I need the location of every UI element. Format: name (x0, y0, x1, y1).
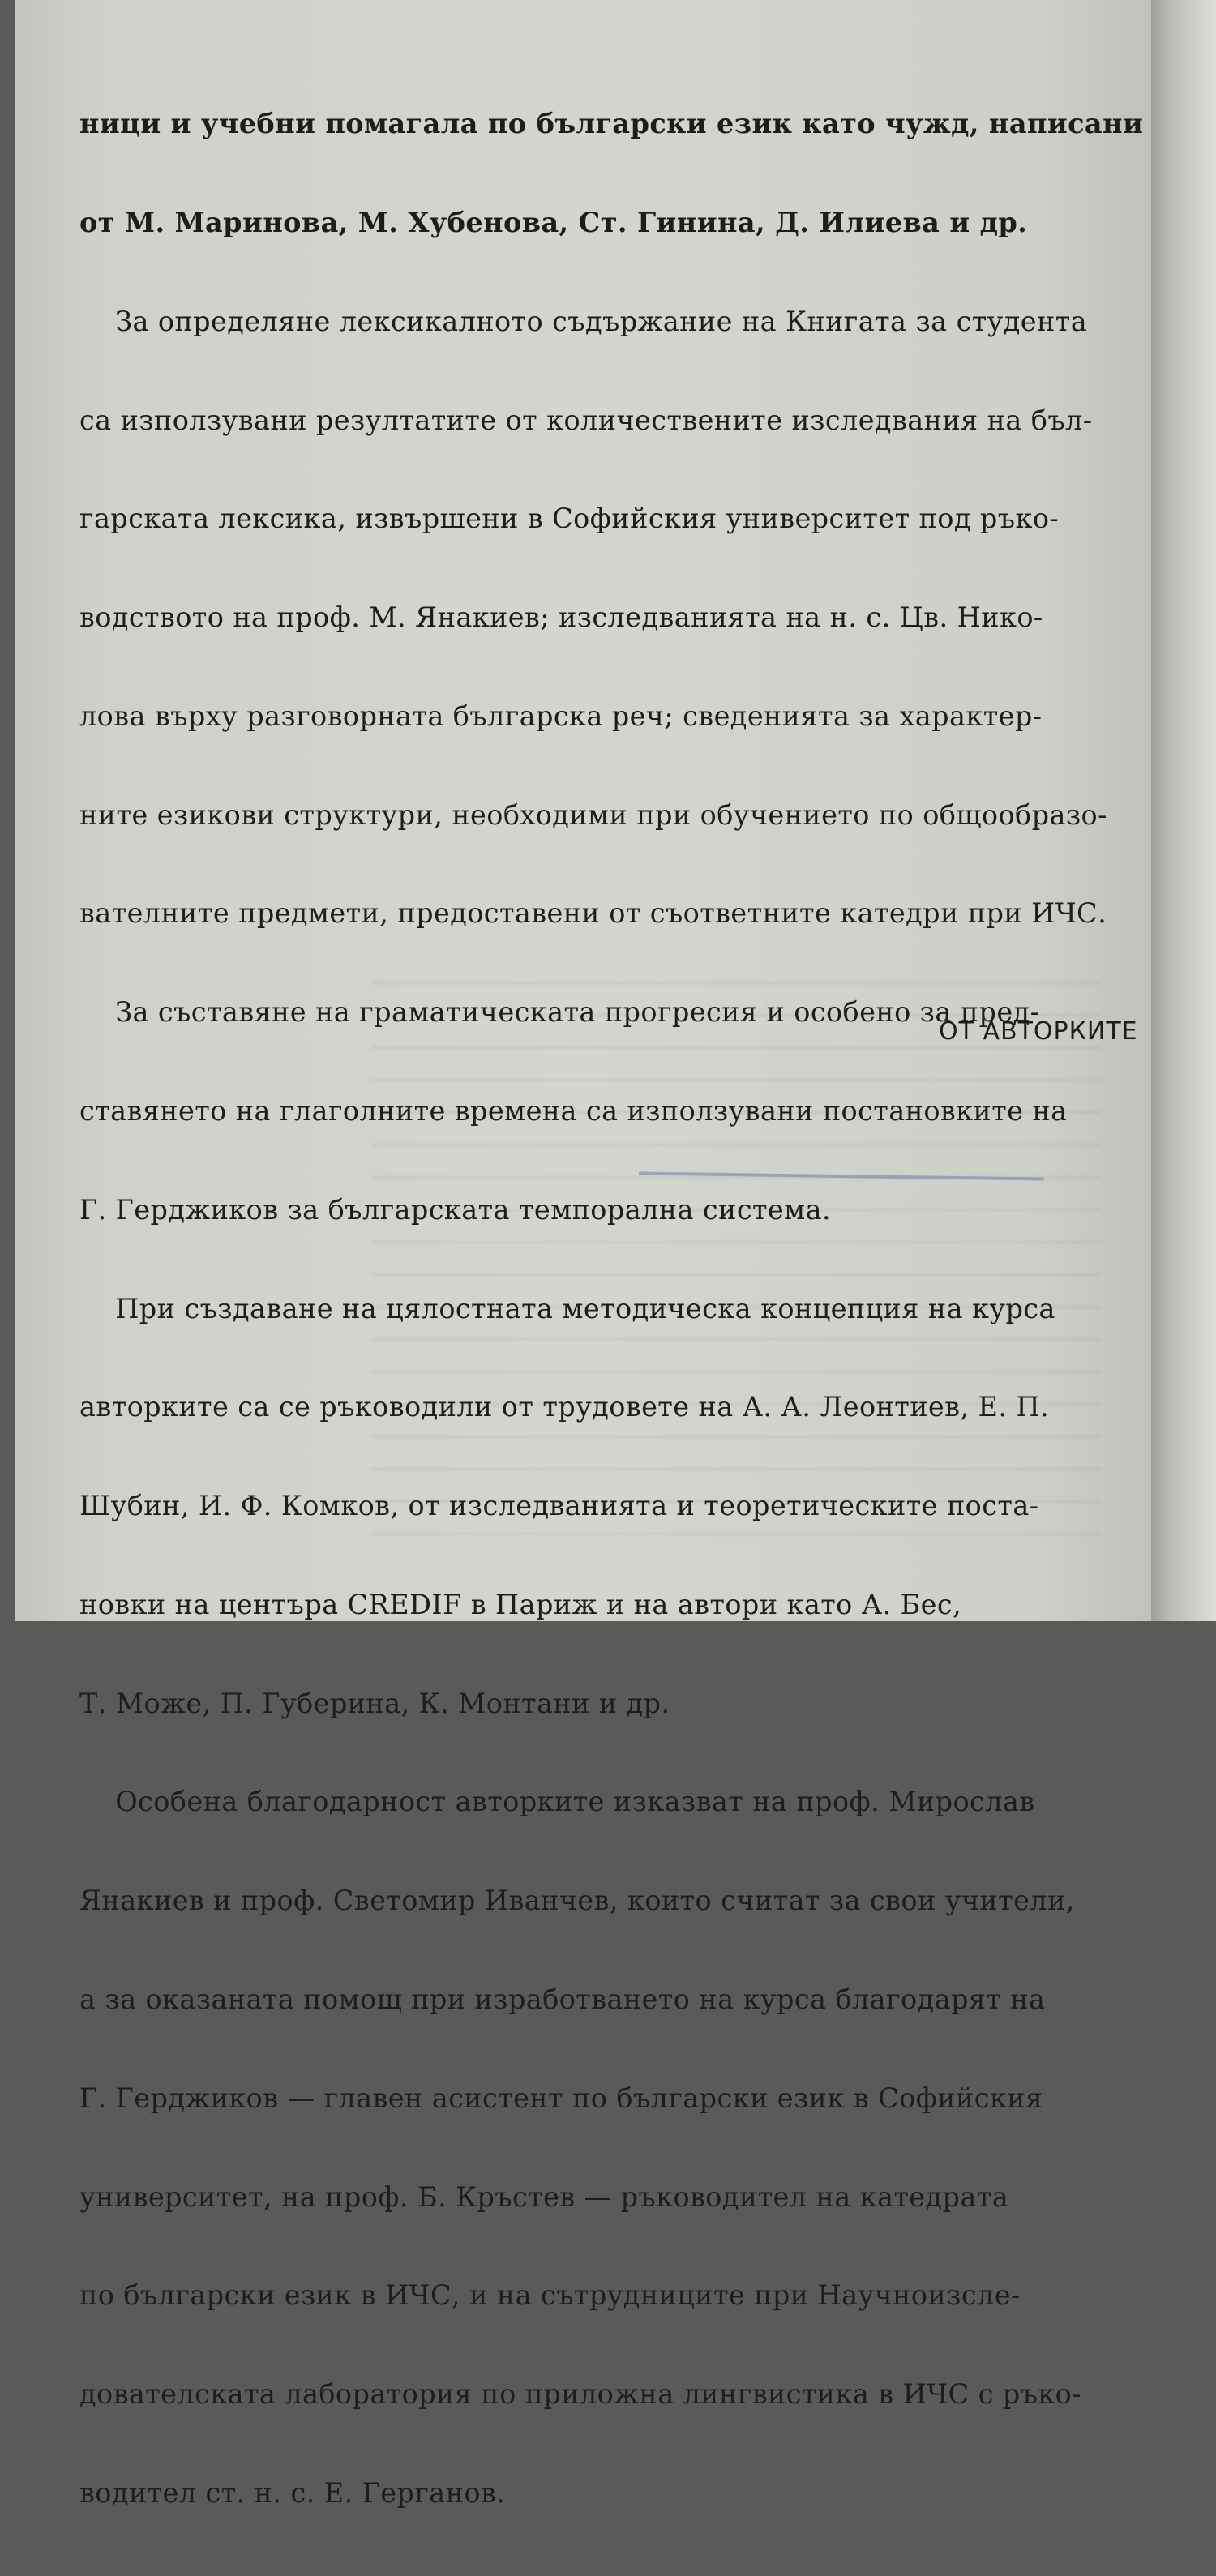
text-line: Янакиев и проф. Светомир Иванчев, които считат за свои учители, (79, 1885, 1075, 1917)
text-line: вателните предмети, предоставени от съответните катедри при ИЧС. (79, 897, 1107, 930)
text-line: авторките са се ръководили от трудовете на А. А. Леонтиев, Е. П. (79, 1391, 1050, 1423)
book-spine (1151, 0, 1216, 1621)
text-line: Г. Герджиков — главен асистент по български език в Софийския (79, 2082, 1043, 2114)
text-line: университет, на проф. Б. Кръстев — ръководител на катедрата (79, 2180, 1009, 2213)
text-line: са използувани резултатите от количествените изследвания на бъл- (79, 404, 1093, 436)
book-page (15, 0, 1151, 2509)
text-line: дователската лаборатория по приложна лингвистика в ИЧС с ръко- (79, 2378, 1081, 2411)
text-line: водството на проф. М. Янакиев; изследванията на н. с. Цв. Нико- (79, 601, 1043, 634)
text-line: Г. Герджиков за българската темпорална система. (79, 1193, 832, 1226)
text-line: Т. Може, П. Губерина, К. Монтани и др. (79, 1687, 670, 1719)
text-line: новки на центъра CREDIF в Париж и на автори като А. Бес, (79, 1588, 962, 1620)
text-line: от М. Маринова, М. Хубенова, Ст. Гинина, Д. Илиева и др. (79, 206, 1028, 238)
text-line: За определяне лексикалното съдържание на Книгата за студента (79, 305, 1088, 337)
text-line: гарската лексика, извършени в Софийския университет под ръко- (79, 503, 1060, 535)
text-line: Особена благодарност авторките изказват на проф. Мирослав (79, 1786, 1035, 1818)
body-text (79, 42, 1166, 2576)
text-line: водител ст. н. с. Е. Герганов. (79, 2476, 506, 2509)
text-line: За съставяне на граматическата прогресия и особено за пред- (79, 996, 1040, 1029)
text-line: лова върху разговорната българска реч; сведенията за характер- (79, 700, 1043, 732)
text-line: ставянето на глаголните времена са използувани постановките на (79, 1095, 1068, 1127)
signature: ОТ АВТОРКИТЕ (939, 1017, 1138, 1046)
text-line: При създаване на цялостната методическа концепция на курса (79, 1292, 1055, 1324)
text-line: по български език в ИЧС, и на сътрудниците при Научноизсле- (79, 2279, 1021, 2312)
text-line: Шубин, И. Ф. Комков, от изследванията и теоретическите поста- (79, 1490, 1039, 1522)
text-line: ници и учебни помагала по български език като чужд, написани (79, 108, 1144, 140)
text-line: ните езикови структури, необходими при обучението по общообразо- (79, 798, 1107, 831)
text-line: а за оказаната помощ при изработването на курса благодарят на (79, 1983, 1046, 2016)
